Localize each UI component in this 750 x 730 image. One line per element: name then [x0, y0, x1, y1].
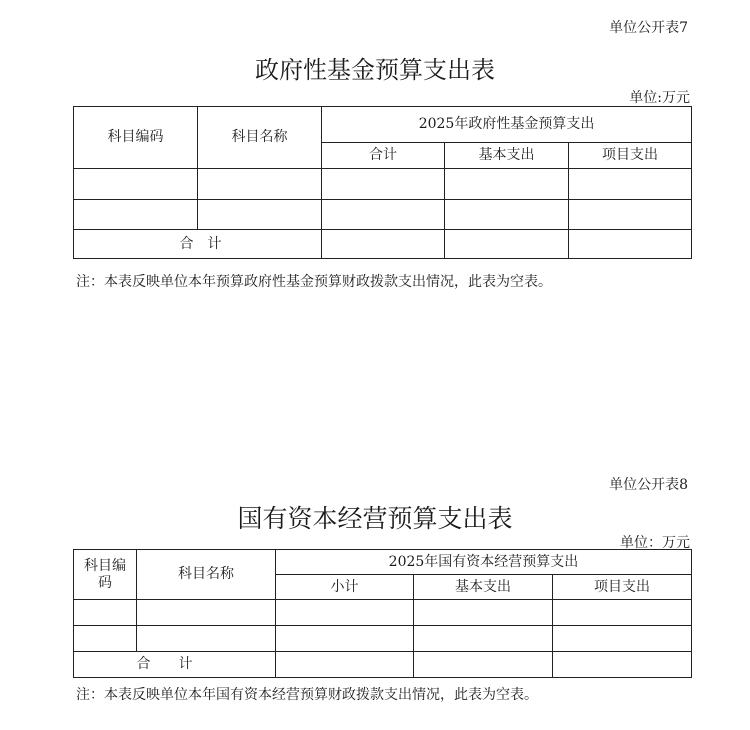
header-subject-name: 科目名称	[137, 550, 276, 600]
cell-project	[553, 626, 692, 652]
cell-basic	[445, 200, 569, 230]
sum-label: 合 计	[74, 230, 322, 259]
cell-name	[137, 626, 276, 652]
table7-unit: 单位:万元	[629, 90, 690, 106]
header-project: 项目支出	[569, 143, 692, 169]
cell-project	[569, 169, 692, 200]
table8-code: 单位公开表8	[609, 477, 688, 493]
table7	[73, 106, 692, 259]
cell-code	[74, 169, 198, 200]
table7-note: 注：本表反映单位本年预算政府性基金预算财政拨款支出情况，此表为空表。	[76, 274, 552, 290]
cell-code	[74, 200, 198, 230]
header-basic: 基本支出	[414, 575, 553, 600]
cell-project	[569, 200, 692, 230]
cell-name	[198, 169, 322, 200]
cell-basic	[445, 169, 569, 200]
table-row	[74, 169, 692, 200]
table7-title: 政府性基金预算支出表	[255, 56, 495, 84]
header-basic: 基本支出	[445, 143, 569, 169]
header-subject-name: 科目名称	[198, 107, 322, 169]
cell-total	[322, 200, 445, 230]
table8-title: 国有资本经营预算支出表	[237, 504, 513, 533]
cell-total	[276, 626, 414, 652]
cell-basic	[414, 626, 553, 652]
header-group: 2025年政府性基金预算支出	[322, 107, 692, 143]
header-total: 合计	[322, 143, 445, 169]
sum-label: 合 计	[74, 652, 276, 678]
sum-row	[74, 230, 692, 259]
cell-project	[553, 600, 692, 626]
sum-project	[569, 230, 692, 259]
sum-basic	[414, 652, 553, 678]
cell-total	[276, 600, 414, 626]
table8-note: 注：本表反映单位本年国有资本经营预算财政拨款支出情况，此表为空表。	[76, 687, 538, 703]
table8-unit: 单位：万元	[620, 535, 690, 551]
sum-total	[322, 230, 445, 259]
table8	[73, 549, 692, 678]
cell-code	[74, 600, 137, 626]
sum-row	[74, 652, 692, 678]
table7-code: 单位公开表7	[609, 20, 688, 36]
cell-basic	[414, 600, 553, 626]
header-subject-code: 科目编码	[74, 550, 137, 600]
table-row	[74, 600, 692, 626]
header-project: 项目支出	[553, 575, 692, 600]
cell-code	[74, 626, 137, 652]
sum-basic	[445, 230, 569, 259]
table-row	[74, 626, 692, 652]
header-group: 2025年国有资本经营预算支出	[276, 550, 692, 575]
sum-project	[553, 652, 692, 678]
cell-name	[198, 200, 322, 230]
header-subject-code: 科目编码	[74, 107, 198, 169]
sum-total	[276, 652, 414, 678]
table-row	[74, 200, 692, 230]
cell-total	[322, 169, 445, 200]
cell-name	[137, 600, 276, 626]
header-total: 小计	[276, 575, 414, 600]
